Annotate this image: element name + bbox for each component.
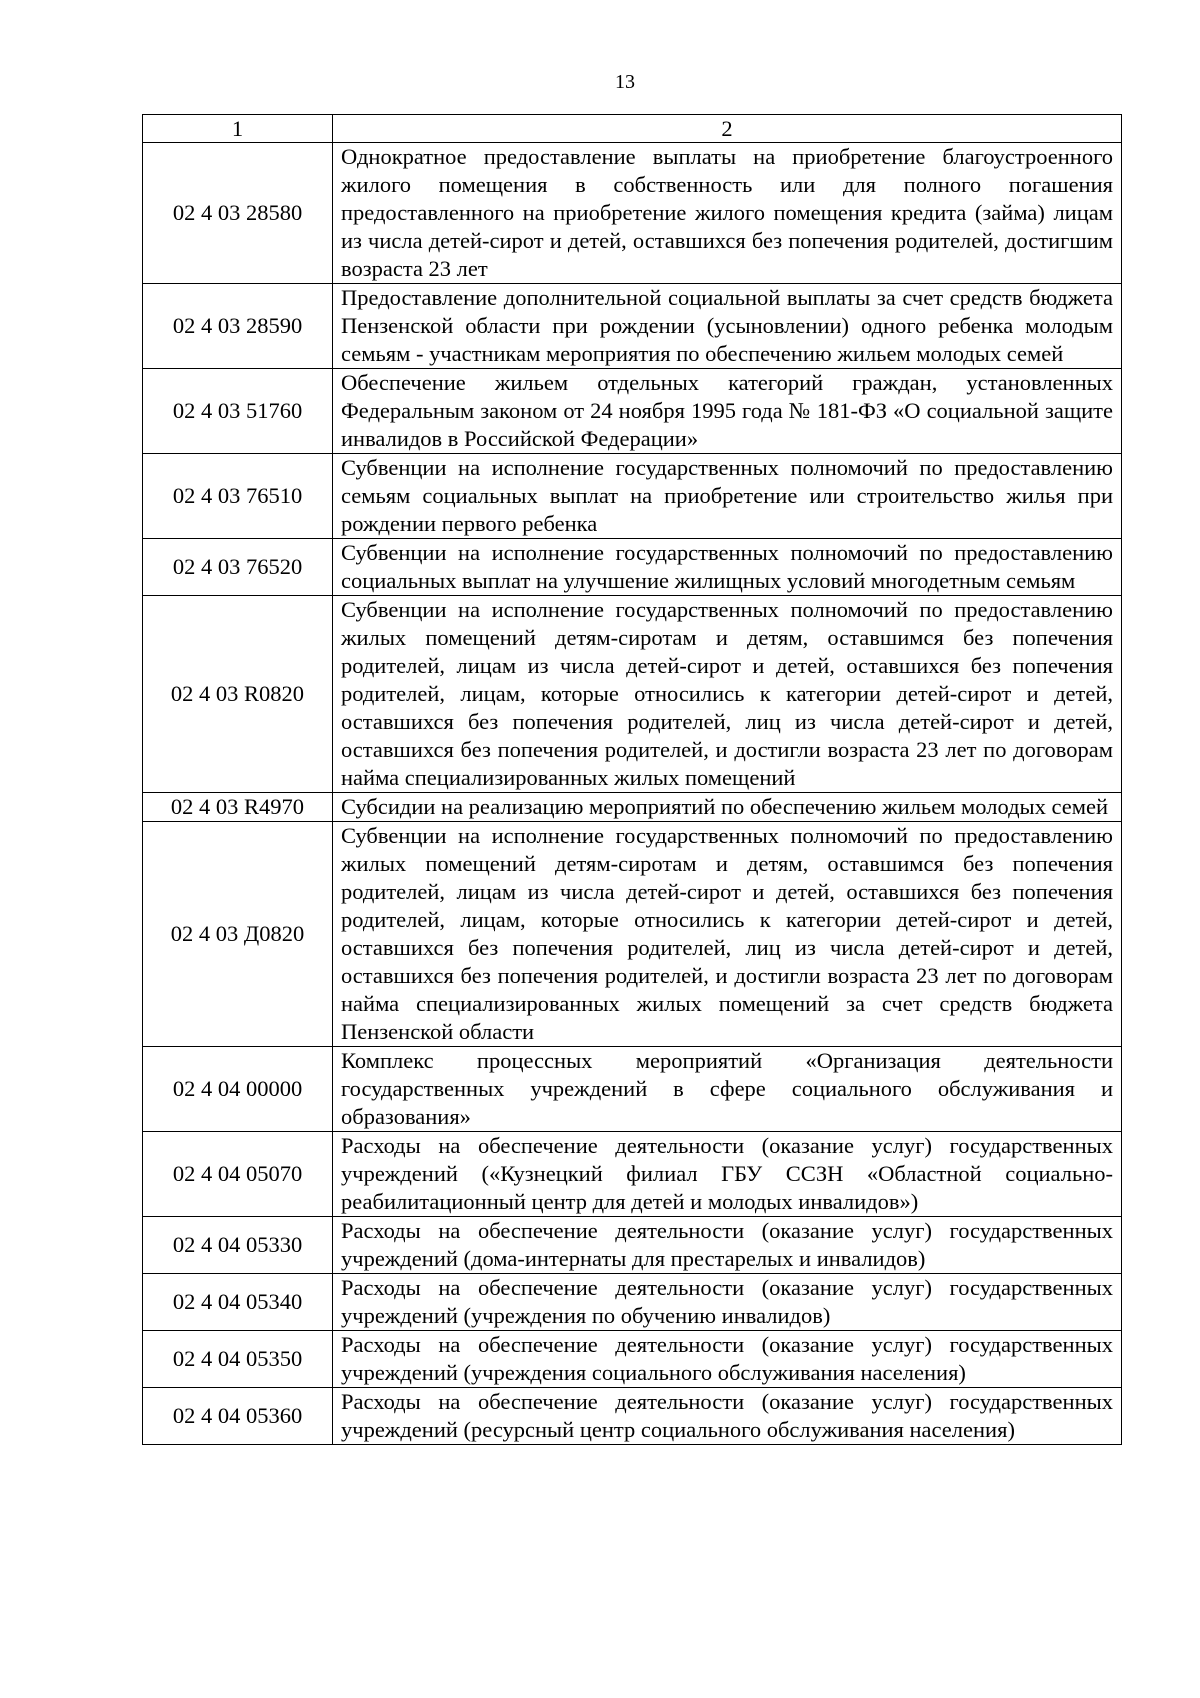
row-code: 02 4 03 76520 (143, 539, 333, 596)
row-code: 02 4 03 R4970 (143, 793, 333, 822)
table-row (143, 143, 1122, 284)
table-row (143, 369, 1122, 454)
table-row (143, 793, 1122, 822)
row-description: Расходы на обеспечение деятельности (оказание услуг) государственных учреждений (ресурсный центр социального обслуживания населения) (333, 1388, 1122, 1445)
row-code: 02 4 03 28580 (143, 143, 333, 284)
row-description: Субвенции на исполнение государственных полномочий по предоставлению социальных выплат на улучшение жилищных условий многодетным семьям (333, 539, 1122, 596)
table-row (143, 1132, 1122, 1217)
row-description: Расходы на обеспечение деятельности (оказание услуг) государственных учреждений («Кузнецкий филиал ГБУ ССЗН «Областной социально-реабилитационный центр для детей и молодых инвалидов») (333, 1132, 1122, 1217)
column-header-2: 2 (333, 115, 1122, 143)
table-row (143, 1388, 1122, 1445)
table-row (143, 1047, 1122, 1132)
row-description: Субвенции на исполнение государственных полномочий по предоставлению жилых помещений детям-сиротам и детям, оставшимся без попечения родителей, лицам из числа детей-сирот и детей, оставшихся без попечения родителей, лицам, которые относились к категории детей-сирот и детей, оставшихся без попечения родителей, лиц из числа детей-сирот и детей, оставшихся без попечения родителей, и достигли возраста 23 лет по договорам найма специализированных жилых помещений за счет средств бюджета Пензенской области (333, 822, 1122, 1047)
row-description: Субвенции на исполнение государственных полномочий по предоставлению жилых помещений детям-сиротам и детям, оставшимся без попечения родителей, лицам из числа детей-сирот и детей, оставшихся без попечения родителей, лицам, которые относились к категории детей-сирот и детей, оставшихся без попечения родителей, лиц из числа детей-сирот и детей, оставшихся без попечения родителей, и достигли возраста 23 лет по договорам найма специализированных жилых помещений (333, 596, 1122, 793)
row-code: 02 4 04 05070 (143, 1132, 333, 1217)
table-row (143, 1331, 1122, 1388)
row-code: 02 4 03 28590 (143, 284, 333, 369)
budget-code-table (142, 114, 1122, 1445)
row-description: Предоставление дополнительной социальной выплаты за счет средств бюджета Пензенской области при рождении (усыновлении) одного ребенка молодым семьям - участникам мероприятия по обеспечению жильем молодых семей (333, 284, 1122, 369)
row-description: Однократное предоставление выплаты на приобретение благоустроенного жилого помещения в собственность или для полного погашения предоставленного на приобретение жилого помещения кредита (займа) лицам из числа детей-сирот и детей, оставшихся без попечения родителей, достигшим возраста 23 лет (333, 143, 1122, 284)
row-description: Комплекс процессных мероприятий «Организация деятельности государственных учреждений в сфере социального обслуживания и образования» (333, 1047, 1122, 1132)
table-row (143, 284, 1122, 369)
table-row (143, 539, 1122, 596)
row-code: 02 4 03 76510 (143, 454, 333, 539)
row-description: Обеспечение жильем отдельных категорий граждан, установленных Федеральным законом от 24 ноября 1995 года № 181-ФЗ «О социальной защите инвалидов в Российской Федерации» (333, 369, 1122, 454)
row-code: 02 4 04 05360 (143, 1388, 333, 1445)
table-row (143, 1274, 1122, 1331)
row-code: 02 4 04 00000 (143, 1047, 333, 1132)
row-description: Расходы на обеспечение деятельности (оказание услуг) государственных учреждений (дома-интернаты для престарелых и инвалидов) (333, 1217, 1122, 1274)
row-description: Расходы на обеспечение деятельности (оказание услуг) государственных учреждений (учреждения по обучению инвалидов) (333, 1274, 1122, 1331)
row-code: 02 4 03 51760 (143, 369, 333, 454)
row-code: 02 4 03 R0820 (143, 596, 333, 793)
column-header-1: 1 (143, 115, 333, 143)
row-description: Субвенции на исполнение государственных полномочий по предоставлению семьям социальных выплат на приобретение или строительство жилья при рождении первого ребенка (333, 454, 1122, 539)
table-row (143, 1217, 1122, 1274)
row-code: 02 4 04 05340 (143, 1274, 333, 1331)
table-header-row (143, 115, 1122, 143)
page-number: 13 (615, 71, 635, 93)
row-description: Расходы на обеспечение деятельности (оказание услуг) государственных учреждений (учреждения социального обслуживания населения) (333, 1331, 1122, 1388)
row-code: 02 4 03 Д0820 (143, 822, 333, 1047)
row-description: Субсидии на реализацию мероприятий по обеспечению жильем молодых семей (333, 793, 1122, 822)
table-row (143, 822, 1122, 1047)
table-row (143, 454, 1122, 539)
table-row (143, 596, 1122, 793)
row-code: 02 4 04 05350 (143, 1331, 333, 1388)
row-code: 02 4 04 05330 (143, 1217, 333, 1274)
